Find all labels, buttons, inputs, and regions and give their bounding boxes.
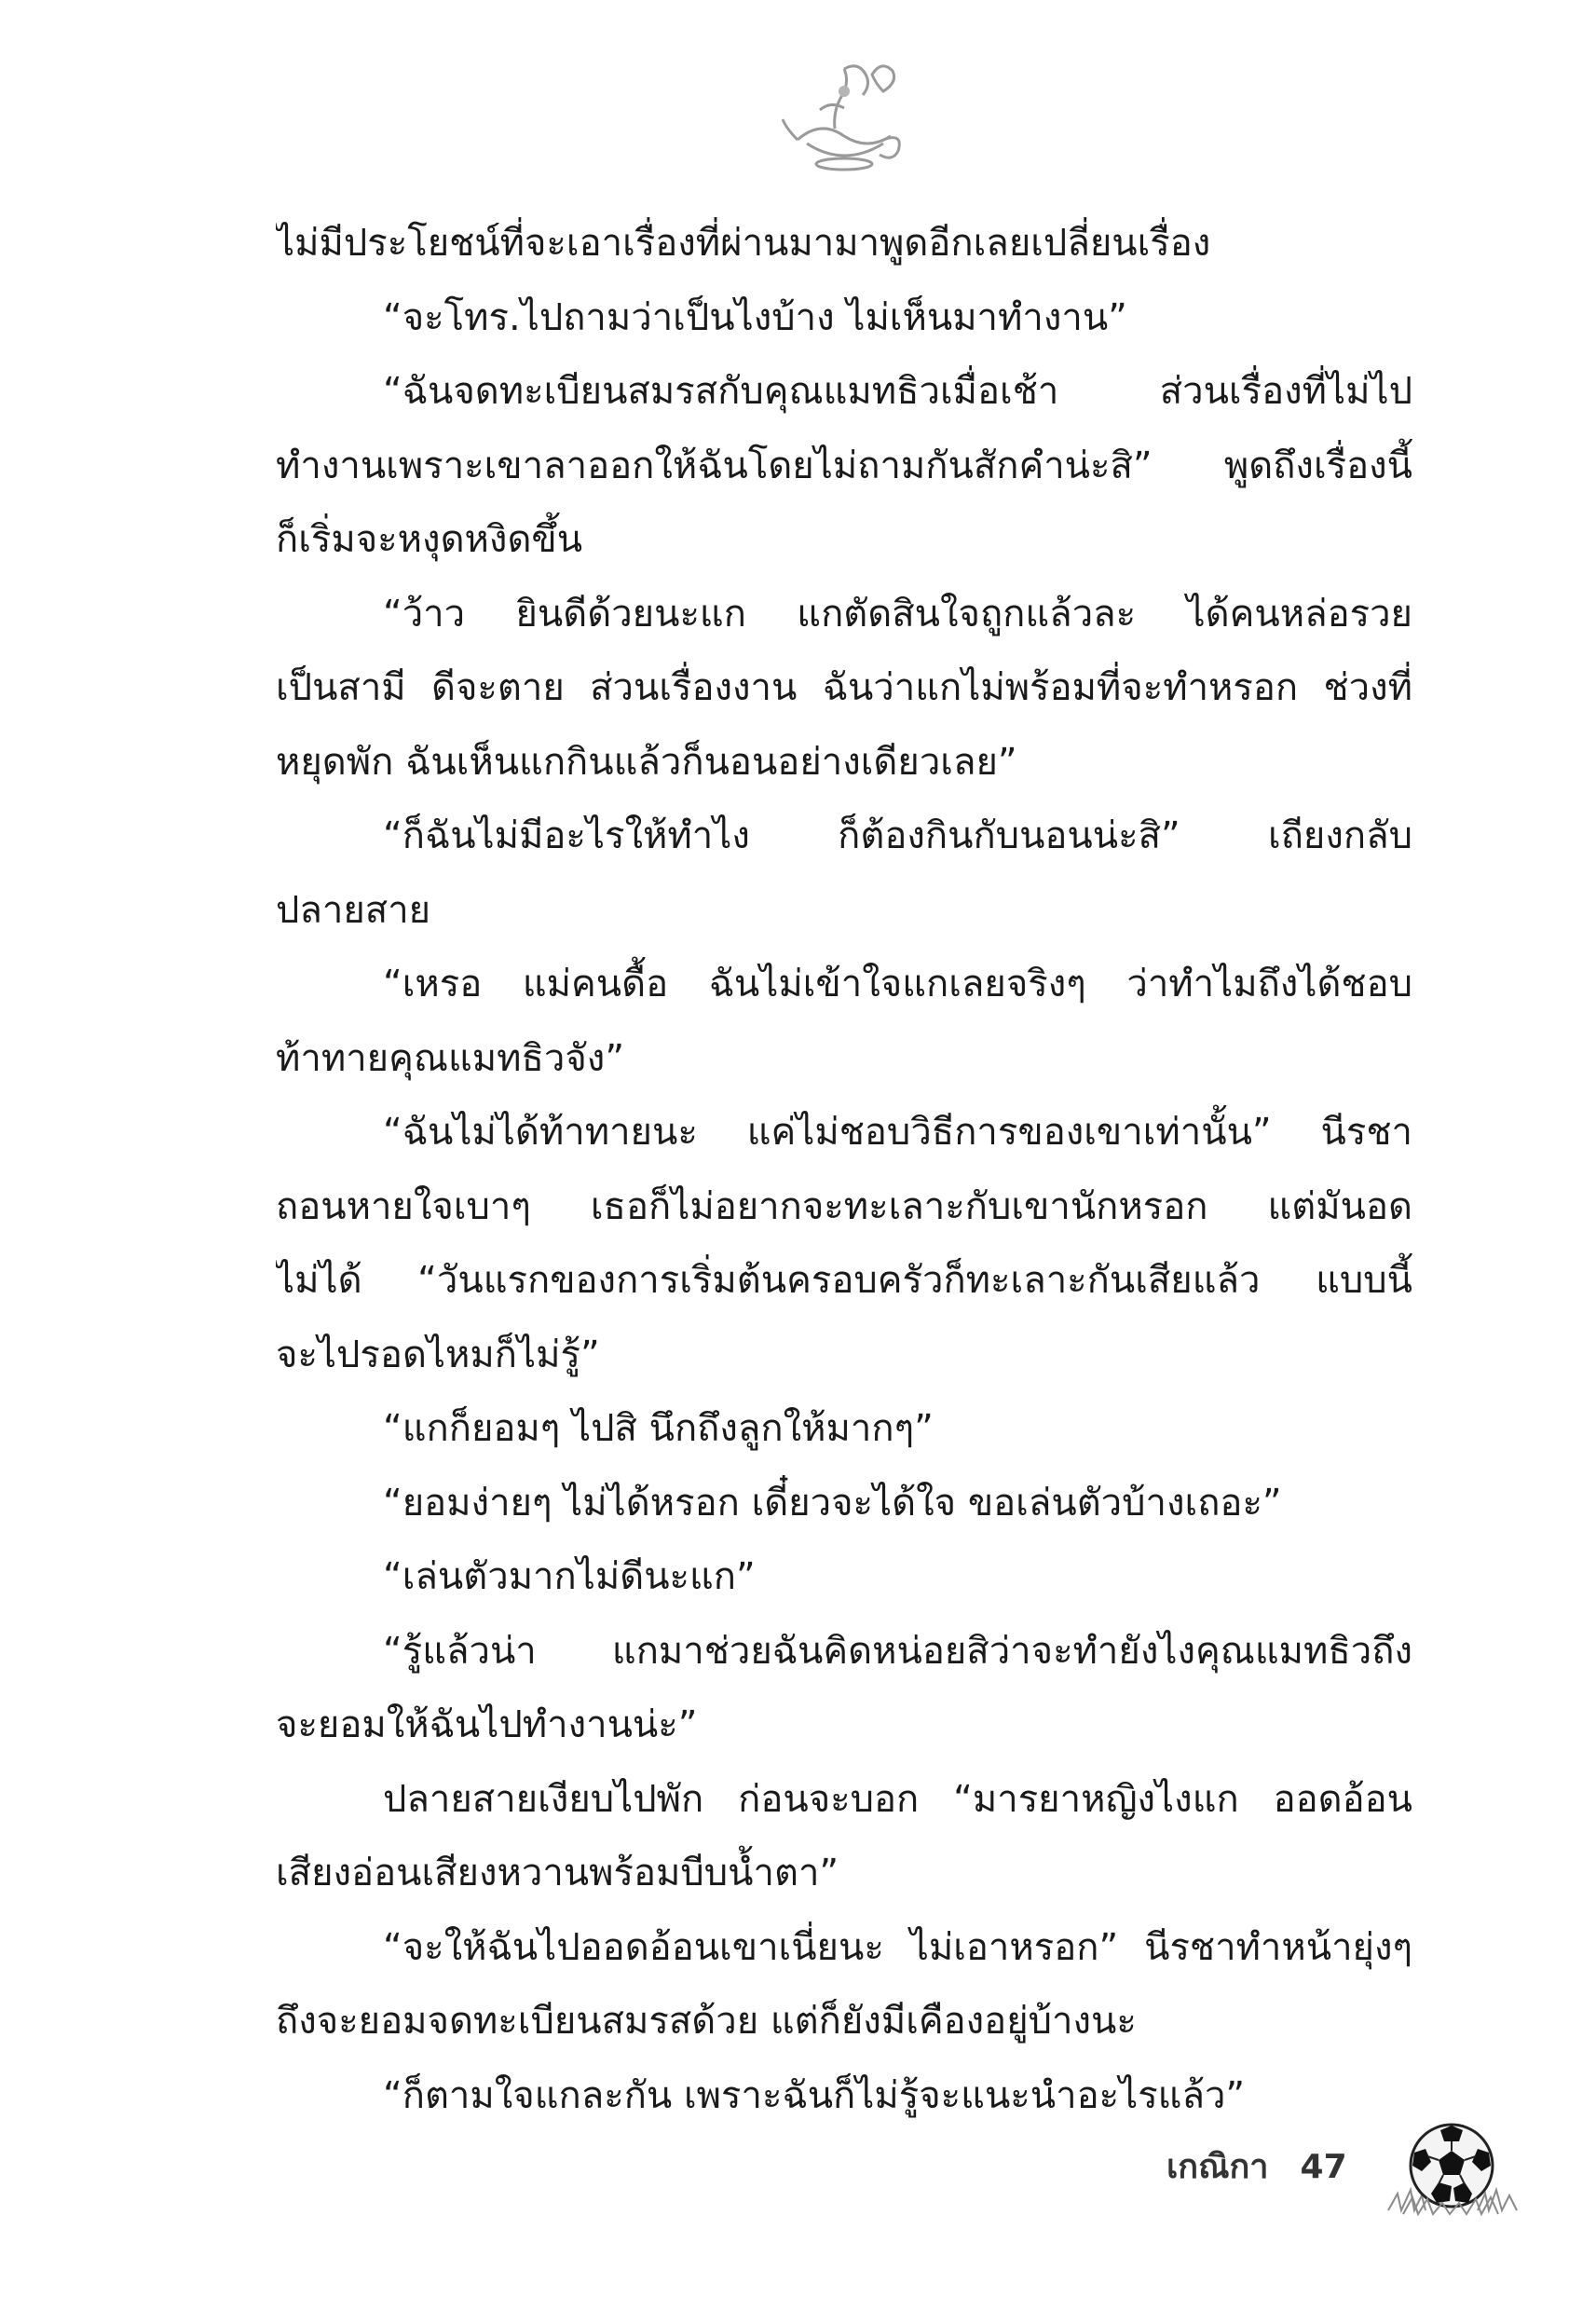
- genie-lamp-icon: [779, 54, 909, 175]
- text-line: “เล่นตัวมากไม่ดีนะแก”: [383, 1555, 756, 1598]
- soccer-ball-icon: [1385, 2113, 1521, 2218]
- text-line: ก็เริ่มจะหงุดหงิดขึ้น: [276, 518, 583, 561]
- text-line: ท้าทายคุณแมทธิวจัง”: [276, 1036, 625, 1080]
- text-line: จะไปรอดไหมก็ไม่รู้”: [276, 1333, 600, 1376]
- text-line: “รู้แล้วน่า แกมาช่วยฉันคิดหน่อยสิว่าจะทำยังไงคุณแมทธิวถึง: [383, 1629, 1412, 1673]
- text-line: “เหรอ แม่คนดื้อ ฉันไม่เข้าใจแกเลยจริงๆ ว่าทำไมถึงได้ชอบ: [383, 963, 1412, 1005]
- text-line: “ว้าว ยินดีด้วยนะแก แกตัดสินใจถูกแล้วละ ได้คนหล่อรวย: [383, 592, 1412, 636]
- book-title: เกณิกา: [1166, 2148, 1269, 2186]
- page-footer: [1166, 2141, 1347, 2194]
- text-line: จะยอมให้ฉันไปทำงานน่ะ”: [276, 1703, 698, 1746]
- text-line: ทำงานเพราะเขาลาออกให้ฉันโดยไม่ถามกันสักคำน่ะสิ” พูดถึงเรื่องนี้: [276, 444, 1412, 487]
- text-line: “จะโทร.ไปถามว่าเป็นไงบ้าง ไม่เห็นมาทำงาน”: [383, 295, 1127, 339]
- text-line: ไม่มีประโยชน์ที่จะเอาเรื่องที่ผ่านมามาพูดอีกเลยเปลี่ยนเรื่อง: [276, 222, 1211, 265]
- text-line: เสียงอ่อนเสียงหวานพร้อมบีบน้ำตา”: [276, 1852, 839, 1894]
- text-line: ไม่ได้ “วันแรกของการเริ่มต้นครอบครัวก็ทะเลาะกันเสียแล้ว แบบนี้: [276, 1259, 1412, 1302]
- text-line: หยุดพัก ฉันเห็นแกกินแล้วก็นอนอย่างเดียวเลย”: [276, 740, 1017, 784]
- text-line: เป็นสามี ดีจะตาย ส่วนเรื่องงาน ฉันว่าแกไม่พร้อมที่จะทำหรอก ช่วงที่: [276, 666, 1412, 709]
- text-line: ถึงจะยอมจดทะเบียนสมรสด้วย แต่ก็ยังมีเคืองอยู่บ้างนะ: [276, 2000, 1137, 2043]
- text-line: ถอนหายใจเบาๆ เธอก็ไม่อยากจะทะเลาะกับเขานักหรอก แต่มันอด: [276, 1184, 1412, 1228]
- text-line: “ฉันไม่ได้ท้าทายนะ แค่ไม่ชอบวิธีการของเขาเท่านั้น” นีรชา: [383, 1111, 1412, 1154]
- text-line: “ก็ตามใจแกละกัน เพราะฉันก็ไม่รู้จะแนะนำอะไรแล้ว”: [383, 2073, 1246, 2117]
- text-line: ปลายสาย: [276, 888, 431, 932]
- text-line: “ยอมง่ายๆ ไม่ได้หรอก เดี๋ยวจะได้ใจ ขอเล่นตัวบ้างเถอะ”: [383, 1481, 1282, 1525]
- page-number: 47: [1300, 2148, 1347, 2186]
- text-line: “ก็ฉันไม่มีอะไรให้ทำไง ก็ต้องกินกับนอนน่ะสิ” เถียงกลับ: [383, 814, 1412, 857]
- text-line: ปลายสายเงียบไปพัก ก่อนจะบอก “มารยาหญิงไงแก ออดอ้อน: [383, 1777, 1412, 1821]
- text-line: “จะให้ฉันไปออดอ้อนเขาเนี่ยนะ ไม่เอาหรอก” นีรชาทำหน้ายุ่งๆ: [383, 1925, 1412, 1969]
- text-line: “ฉันจดทะเบียนสมรสกับคุณแมทธิวเมื่อเช้า ส่วนเรื่องที่ไม่ไป: [383, 370, 1412, 413]
- body-text: [276, 207, 1412, 2133]
- text-line: “แกก็ยอมๆ ไปสิ นึกถึงลูกให้มากๆ”: [383, 1407, 934, 1450]
